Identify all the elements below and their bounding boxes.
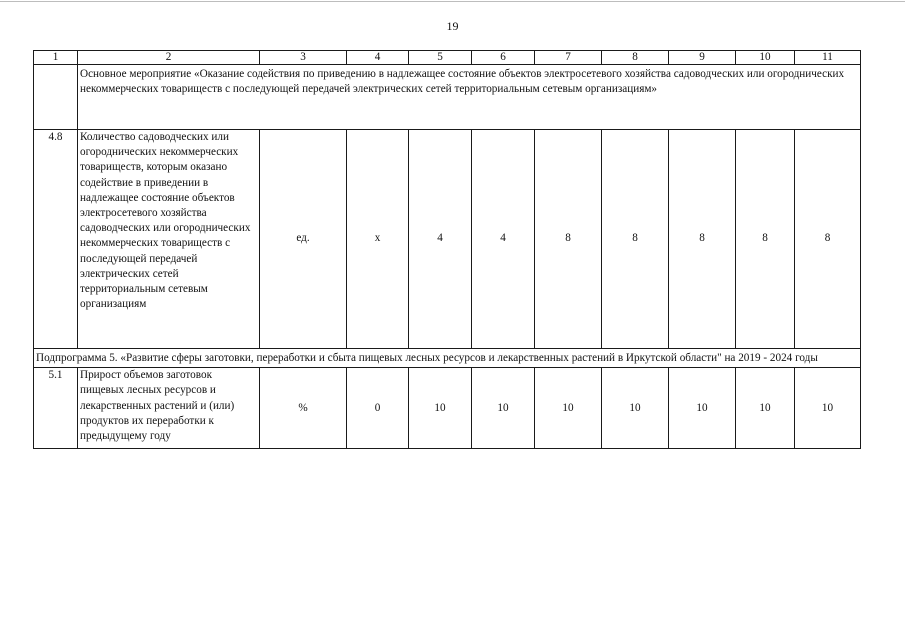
page-top-rule — [0, 1, 905, 2]
value-cell: 10 — [535, 368, 602, 449]
value-cell: 8 — [795, 130, 861, 349]
column-number: 1 — [34, 51, 78, 65]
column-number: 6 — [472, 51, 535, 65]
value-cell: 10 — [602, 368, 669, 449]
value-cell: 10 — [795, 368, 861, 449]
indicator-name: Прирост объемов заготовок пищевых лесных ресурсов и лекарственных растений и (или) продуктов их переработки к предыдущему году — [78, 368, 260, 449]
value-cell: х — [347, 130, 409, 349]
column-number: 10 — [736, 51, 795, 65]
value-cell: 10 — [736, 368, 795, 449]
value-cell: 10 — [472, 368, 535, 449]
main-activity-title: Основное мероприятие «Оказание содействия по приведению в надлежащее состояние объектов электросетевого хозяйства садоводческих или огороднических некоммерческих товариществ с последующей передачей электрических сетей территориальным сетевым организациям» — [80, 68, 845, 96]
indicator-name: Количество садоводческих или огороднических некоммерческих товариществ, которым оказано содействие в приведении в надлежащее состояние объектов электросетевого хозяйства садоводческих или огороднических некоммерческих товариществ с последующей передачей электрических сетей территориальным сетевым организациям — [78, 130, 260, 349]
column-number-row — [34, 51, 861, 65]
table-row — [34, 368, 861, 449]
column-number: 2 — [78, 51, 260, 65]
value-cell: 10 — [409, 368, 472, 449]
unit-cell: ед. — [260, 130, 347, 349]
value-cell: 4 — [409, 130, 472, 349]
page-number: 19 — [446, 19, 459, 33]
column-number: 4 — [347, 51, 409, 65]
value-cell: 8 — [736, 130, 795, 349]
value-cell: 4 — [472, 130, 535, 349]
column-number: 9 — [669, 51, 736, 65]
main-activity-row — [34, 65, 861, 130]
table-row — [34, 130, 861, 349]
subprogram-row — [34, 349, 861, 368]
unit-cell: % — [260, 368, 347, 449]
column-number: 5 — [409, 51, 472, 65]
column-number: 7 — [535, 51, 602, 65]
value-cell: 8 — [535, 130, 602, 349]
empty-number-cell — [34, 65, 78, 130]
value-cell: 10 — [669, 368, 736, 449]
row-number: 4.8 — [34, 130, 78, 349]
value-cell: 0 — [347, 368, 409, 449]
column-number: 3 — [260, 51, 347, 65]
main-activity-title-cell — [78, 65, 861, 130]
value-cell: 8 — [602, 130, 669, 349]
row-number: 5.1 — [34, 368, 78, 449]
column-number: 11 — [795, 51, 861, 65]
column-number: 8 — [602, 51, 669, 65]
indicators-table — [33, 50, 861, 449]
subprogram-title: Подпрограмма 5. «Развитие сферы заготовки, переработки и сбыта пищевых лесных ресурсов и лекарственных растений в Иркутской области" на 2019 - 2024 годы — [34, 349, 861, 368]
value-cell: 8 — [669, 130, 736, 349]
